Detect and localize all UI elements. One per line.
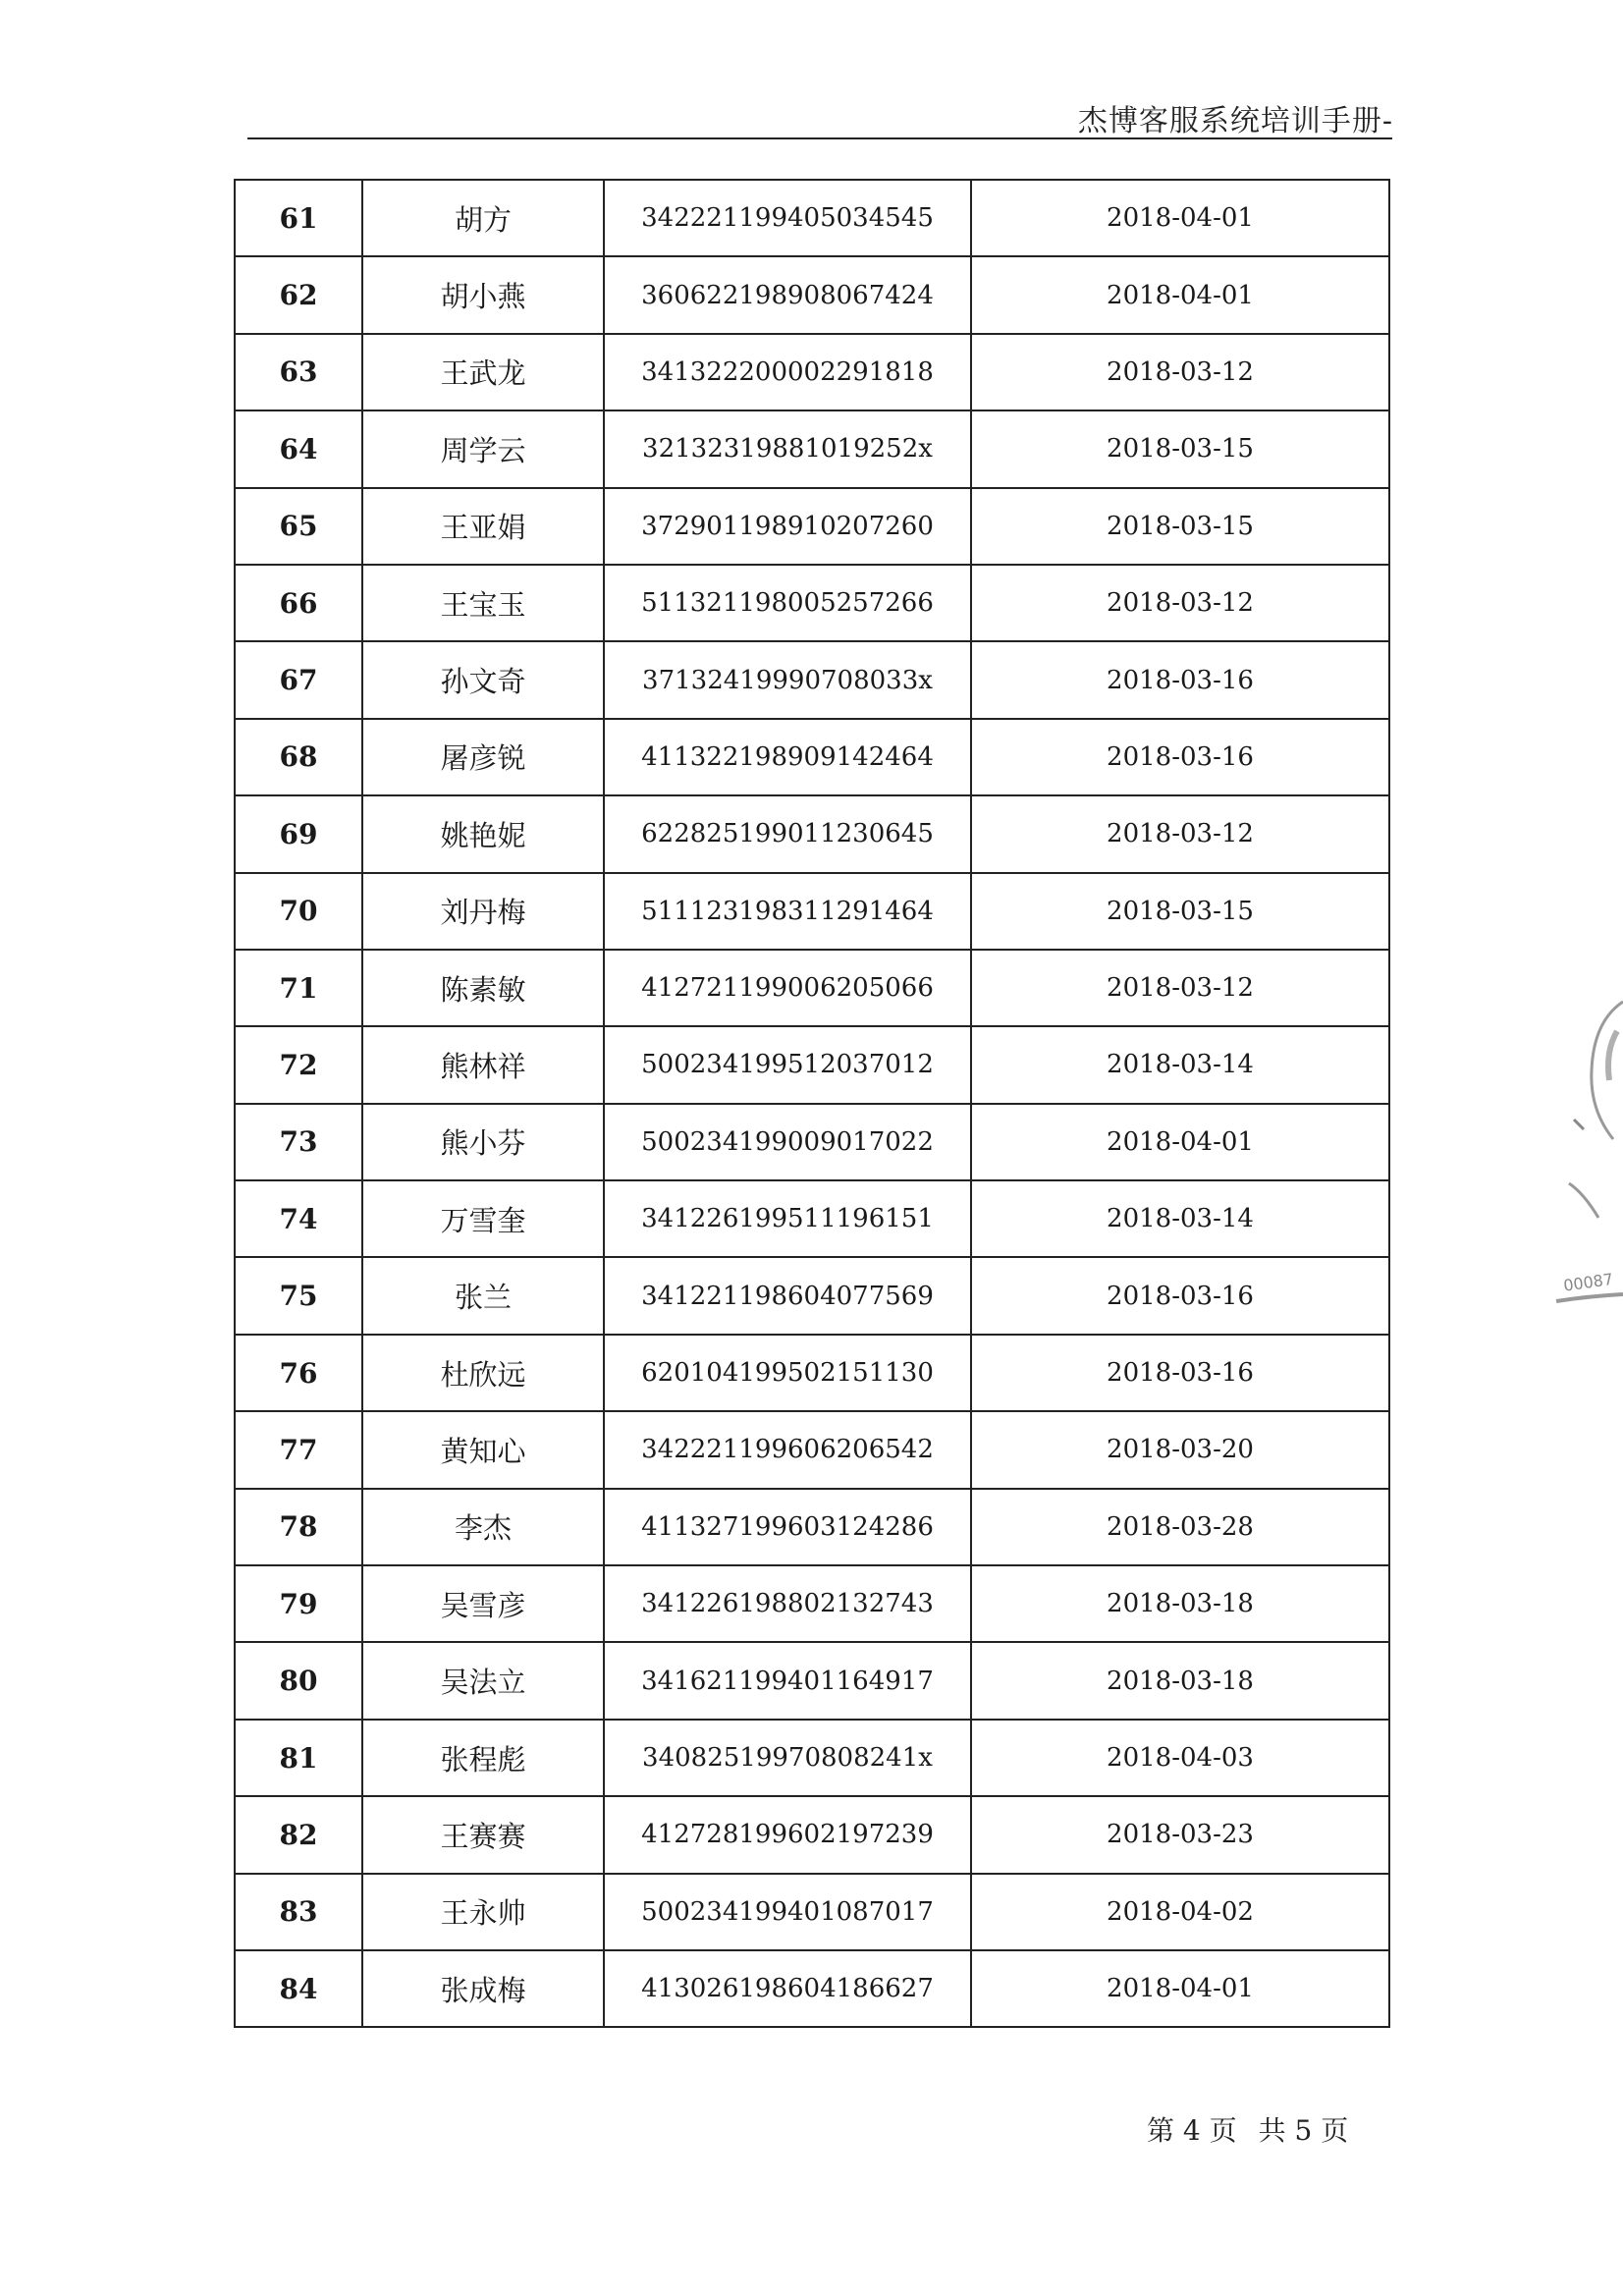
id-number-cell: 500234199009017022 (604, 1104, 971, 1180)
id-number-cell: 372901198910207260 (604, 488, 971, 565)
id-number-cell: 412721199006205066 (604, 950, 971, 1026)
row-number-cell: 68 (235, 719, 362, 795)
date-cell: 2018-03-15 (971, 873, 1389, 950)
date-cell: 2018-03-14 (971, 1026, 1389, 1103)
table-row (235, 641, 1389, 718)
row-number-cell: 71 (235, 950, 362, 1026)
id-number-cell: 511321198005257266 (604, 565, 971, 641)
id-number-cell: 37132419990708033x (604, 641, 971, 718)
date-cell: 2018-03-15 (971, 488, 1389, 565)
employee-name-cell: 张程彪 (362, 1720, 604, 1796)
table-row (235, 1257, 1389, 1334)
employee-name-cell: 胡方 (362, 180, 604, 256)
page-number-current: 第 4 页 (1147, 2114, 1237, 2147)
employee-name-cell: 王宝玉 (362, 565, 604, 641)
id-number-cell: 341226198802132743 (604, 1565, 971, 1642)
row-number-cell: 73 (235, 1104, 362, 1180)
table-row (235, 1642, 1389, 1719)
id-number-cell: 341322200002291818 (604, 334, 971, 410)
table-row (235, 1104, 1389, 1180)
date-cell: 2018-04-03 (971, 1720, 1389, 1796)
employee-name-cell: 吴法立 (362, 1642, 604, 1719)
row-number-cell: 62 (235, 256, 362, 333)
id-number-cell: 622825199011230645 (604, 795, 971, 872)
table-row (235, 410, 1389, 487)
id-number-cell: 341226199511196151 (604, 1180, 971, 1257)
table-row (235, 873, 1389, 950)
date-cell: 2018-03-15 (971, 410, 1389, 487)
date-cell: 2018-03-16 (971, 1257, 1389, 1334)
table-row (235, 1026, 1389, 1103)
table-row (235, 256, 1389, 333)
date-cell: 2018-03-20 (971, 1411, 1389, 1488)
employee-name-cell: 陈素敏 (362, 950, 604, 1026)
table-row (235, 1335, 1389, 1411)
row-number-cell: 65 (235, 488, 362, 565)
table-row (235, 1950, 1389, 2027)
table-row (235, 180, 1389, 256)
row-number-cell: 70 (235, 873, 362, 950)
employee-name-cell: 屠彦锐 (362, 719, 604, 795)
date-cell: 2018-03-12 (971, 334, 1389, 410)
row-number-cell: 61 (235, 180, 362, 256)
id-number-cell: 411322198909142464 (604, 719, 971, 795)
id-number-cell: 342221199405034545 (604, 180, 971, 256)
employee-name-cell: 李杰 (362, 1489, 604, 1565)
id-number-cell: 341221198604077569 (604, 1257, 971, 1334)
employee-name-cell: 王永帅 (362, 1874, 604, 1950)
row-number-cell: 74 (235, 1180, 362, 1257)
employee-name-cell: 王赛赛 (362, 1796, 604, 1873)
table-body (235, 180, 1389, 2027)
id-number-cell: 32132319881019252x (604, 410, 971, 487)
id-number-cell: 412728199602197239 (604, 1796, 971, 1873)
id-number-cell: 342221199606206542 (604, 1411, 971, 1488)
date-cell: 2018-04-01 (971, 1104, 1389, 1180)
employee-name-cell: 王亚娟 (362, 488, 604, 565)
table-row (235, 1565, 1389, 1642)
row-number-cell: 76 (235, 1335, 362, 1411)
row-number-cell: 84 (235, 1950, 362, 2027)
id-number-cell: 413026198604186627 (604, 1950, 971, 2027)
date-cell: 2018-03-12 (971, 950, 1389, 1026)
date-cell: 2018-03-16 (971, 1335, 1389, 1411)
row-number-cell: 72 (235, 1026, 362, 1103)
date-cell: 2018-03-23 (971, 1796, 1389, 1873)
date-cell: 2018-04-01 (971, 180, 1389, 256)
employee-name-cell: 杜欣远 (362, 1335, 604, 1411)
employee-name-cell: 吴雪彦 (362, 1565, 604, 1642)
id-number-cell: 341621199401164917 (604, 1642, 971, 1719)
row-number-cell: 64 (235, 410, 362, 487)
table-row (235, 950, 1389, 1026)
date-cell: 2018-03-16 (971, 641, 1389, 718)
date-cell: 2018-03-16 (971, 719, 1389, 795)
employee-name-cell: 黄知心 (362, 1411, 604, 1488)
employee-name-cell: 万雪奎 (362, 1180, 604, 1257)
table-row (235, 1411, 1389, 1488)
id-number-cell: 360622198908067424 (604, 256, 971, 333)
page-number-total: 共 5 页 (1258, 2114, 1349, 2147)
employee-name-cell: 胡小燕 (362, 256, 604, 333)
id-number-cell: 500234199512037012 (604, 1026, 971, 1103)
row-number-cell: 79 (235, 1565, 362, 1642)
row-number-cell: 80 (235, 1642, 362, 1719)
table-row (235, 719, 1389, 795)
date-cell: 2018-03-18 (971, 1642, 1389, 1719)
employee-name-cell: 刘丹梅 (362, 873, 604, 950)
date-cell: 2018-04-02 (971, 1874, 1389, 1950)
table-row (235, 565, 1389, 641)
id-number-cell: 34082519970808241x (604, 1720, 971, 1796)
id-number-cell: 500234199401087017 (604, 1874, 971, 1950)
header-title: 杰博客服系统培训手册- (1077, 104, 1393, 138)
date-cell: 2018-03-14 (971, 1180, 1389, 1257)
date-cell: 2018-03-12 (971, 795, 1389, 872)
employee-name-cell: 张兰 (362, 1257, 604, 1334)
row-number-cell: 78 (235, 1489, 362, 1565)
row-number-cell: 69 (235, 795, 362, 872)
table-row (235, 1489, 1389, 1565)
employee-name-cell: 王武龙 (362, 334, 604, 410)
date-cell: 2018-03-18 (971, 1565, 1389, 1642)
table-row (235, 1720, 1389, 1796)
employee-table (234, 179, 1390, 2028)
row-number-cell: 77 (235, 1411, 362, 1488)
row-number-cell: 66 (235, 565, 362, 641)
employee-name-cell: 张成梅 (362, 1950, 604, 2027)
table-row (235, 1180, 1389, 1257)
table-container (234, 179, 1388, 2028)
employee-name-cell: 熊小芬 (362, 1104, 604, 1180)
employee-name-cell: 周学云 (362, 410, 604, 487)
row-number-cell: 81 (235, 1720, 362, 1796)
employee-name-cell: 姚艳妮 (362, 795, 604, 872)
seal-stamp-fragment (1554, 982, 1623, 1316)
date-cell: 2018-04-01 (971, 256, 1389, 333)
table-row (235, 795, 1389, 872)
row-number-cell: 75 (235, 1257, 362, 1334)
seal-number: 00087 (1562, 1269, 1615, 1295)
date-cell: 2018-03-12 (971, 565, 1389, 641)
table-row (235, 488, 1389, 565)
table-row (235, 1796, 1389, 1873)
date-cell: 2018-04-01 (971, 1950, 1389, 2027)
table-row (235, 1874, 1389, 1950)
row-number-cell: 82 (235, 1796, 362, 1873)
header-rule (247, 137, 1392, 139)
id-number-cell: 620104199502151130 (604, 1335, 971, 1411)
employee-name-cell: 孙文奇 (362, 641, 604, 718)
row-number-cell: 83 (235, 1874, 362, 1950)
date-cell: 2018-03-28 (971, 1489, 1389, 1565)
id-number-cell: 411327199603124286 (604, 1489, 971, 1565)
row-number-cell: 63 (235, 334, 362, 410)
row-number-cell: 67 (235, 641, 362, 718)
page-footer (1147, 2109, 1348, 2149)
employee-name-cell: 熊林祥 (362, 1026, 604, 1103)
table-row (235, 334, 1389, 410)
id-number-cell: 511123198311291464 (604, 873, 971, 950)
